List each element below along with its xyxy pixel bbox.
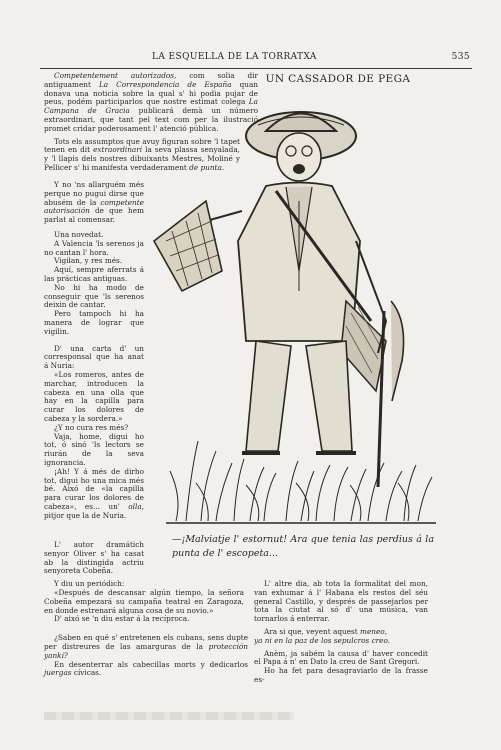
- paragraph: En desenterrar als cabecillas morts y dedicarlos juergas cívicas.: [44, 659, 248, 678]
- paragraph: Y no 'ns allarguém més perque no pugui dirse que abusém de la competente autorisación de que hem parlat al comensar.: [44, 180, 144, 225]
- paragraph: A Valencia 'ls serenos ja no cantan l' hora.: [44, 238, 144, 257]
- paragraph: Una novedat.: [54, 229, 104, 239]
- paragraph: «Los romeros, antes de marchar, introducen la cabeza en una olla que hay en la capilla para curar los dolores de cabeza y la sordera.»: [44, 369, 144, 423]
- paragraph: Pero tampoch hi ha manera de lograr que vigilin.: [44, 309, 144, 336]
- page-number: 535: [451, 52, 470, 62]
- paragraph: D' una carta d' un corresponsal que ha anat á Nuria:: [44, 343, 144, 371]
- paragraph: No hi ha modo de conseguir que 'ls serenos deixin de cantar.: [44, 282, 144, 310]
- paragraph: Ho ha fet para desagraviarlo de la frasse es-: [254, 666, 428, 684]
- paragraph: Aquí, sempre aferrats á las prácticas antiguas.: [44, 265, 144, 283]
- paragraph: «Después de descansar algún tiempo, la señora Cobeña empezará su campaña teatral en Zaragoza, en donde estrenará alguna cosa de su novio.»: [44, 587, 244, 615]
- hunter-drawing: [146, 91, 442, 527]
- column-right-bottom: [254, 580, 428, 689]
- paragraph: ¿Saben en qué s' entretenen els cubans, sens dupte per distreures de las amarguras de la protección yankí?: [44, 633, 248, 660]
- journal-title: LA ESQUELLA DE LA TORRATXA: [152, 52, 317, 62]
- header-rule: [40, 68, 472, 69]
- column-left-bottom: [44, 541, 258, 682]
- print-smudge: [44, 712, 294, 720]
- illustration-title: UN CASSADOR DE PEGA: [265, 73, 411, 85]
- paragraph: L' altre dia, ab tota la formalitat del mon, van exhumar á l' Habana els restos del séu general Castillo, y després de passejarlos per tota la ciutat al só d' una música, van tornarlos á enterrar.: [254, 579, 428, 624]
- page-header: [40, 52, 470, 66]
- paragraph: Tots els assumptos que avuy figuran sobre 'l tapet tenen en dit extraordinari la seva plassa senyalada, y 'l llapis dels nostres dibuixants Mestres, Moliné y Pellicer s' hi manifesta verdaderament de punta.: [44, 136, 240, 172]
- paragraph: ¡Ah! Y á més de dirho tot, digui ho una mica més bé. Aixó de «la capilla para curar los dolores de cabeza», es... un' olla, pitjor que la de Nuria.: [44, 466, 144, 520]
- verse-line: ya ni en la paz de los sepulcros creo.: [254, 635, 391, 645]
- paragraph: Anèm, ja sabém la causa d' haver concedit el Papa á n' en Dato la creu de Sant Gregori.: [254, 648, 428, 667]
- paragraph: L' autor dramátich senyor Oliver s' ha casat ab la distingida actriu senyoreta Cobeña.: [44, 540, 144, 576]
- illustration: [146, 91, 442, 527]
- paragraph: Ara si que, veyent aquest meneo,: [264, 626, 387, 636]
- illustration-caption: —¡Malviatje l' estornut! Ara que tenia las perdius á la punta de l' escopeta...: [172, 534, 434, 559]
- paragraph: ¿Y no cura res més?: [54, 422, 129, 432]
- paragraph: Vaja, home, digui ho tot, ó sinó 'ls lectors se riurán de la seva ignorancia.: [44, 431, 144, 467]
- paragraph: D' aixó se 'n diu estar á la recíproca.: [54, 614, 190, 624]
- paragraph: Vigilan, y res més.: [54, 256, 123, 266]
- paragraph: Y diu un periódich:: [54, 579, 125, 589]
- column-left-narrow: [44, 181, 144, 524]
- paragraph: Competentement autorizados, com solia dir antiguament La Correspondencia de España quan donava una noticia sobre la qual s' hi podia pujar de peus, podém participarlos que nostre estimat colega La Campana de Gracia publicará demà un número extraordinari, que tant pel text com per la ilustració promet cridar poderosament l' atenció pública.: [44, 71, 258, 133]
